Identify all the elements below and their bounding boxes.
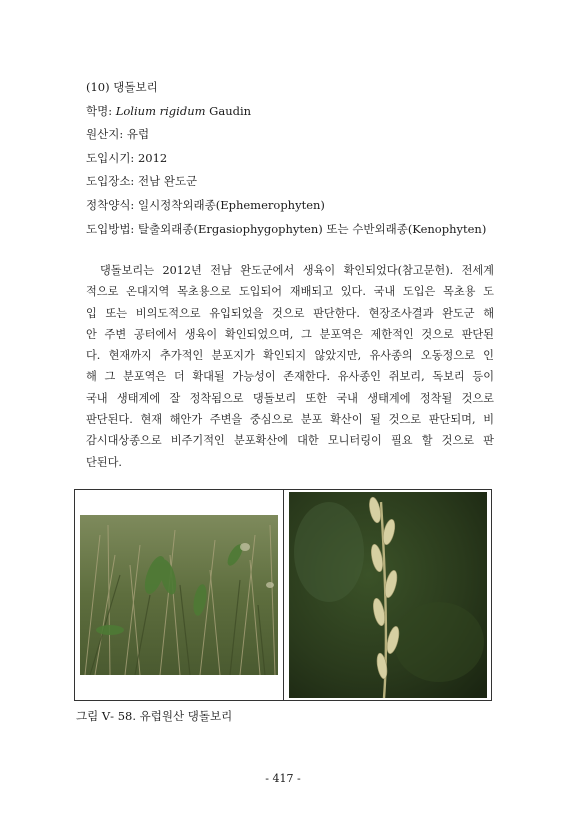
introduction-period: 도입시기: 2012 (86, 150, 168, 165)
settlement-type: 정착양식: 일시정착외래종(Ephemerophyten) (86, 197, 325, 212)
scientific-name: 학명: Lolium rigidum Gaudin (86, 103, 252, 118)
lolium-spike-photo (289, 492, 487, 698)
paragraph-line: 안 주변 공터에서 생육이 확인되었으며, 그 분포역은 제한적인 것으로 판단된 (86, 327, 494, 341)
paragraph-line: 감시대상종으로 비주기적인 분포확산에 대한 모니터링이 필요 할 것으로 판 (86, 434, 494, 448)
figure-divider (283, 490, 284, 700)
introduction-method: 도입방법: 탈출외래종(Ergasiophygophyten) 또는 수반외래종(Kenophyten) (86, 221, 487, 236)
paragraph-line: 단된다. (86, 455, 122, 469)
figure-frame (74, 489, 492, 701)
paragraph-line: 다. 현재까지 추가적인 분포지가 확인되지 않았지만, 유사종의 오동정으로 인 (86, 349, 494, 363)
paragraph-line: 판단된다. 현재 해안가 주변을 중심으로 분포 확산이 될 것으로 판단되며, 비 (86, 413, 494, 427)
species-info (86, 76, 486, 241)
species-title: (10) 댕돌보리 (86, 80, 158, 94)
grass-habitat-photo (80, 515, 278, 675)
figure-caption: 그림 Ⅴ- 58. 유럽원산 댕돌보리 (76, 709, 233, 723)
scientific-name-binomial: Lolium rigidum (115, 103, 206, 118)
introduction-place: 도입장소: 전남 완도군 (86, 174, 198, 189)
origin: 원산지: 유럽 (86, 127, 150, 142)
paragraph-line: 댕돌보리는 2012년 전남 완도군에서 생육이 확인되었다(참고문헌). 전세계 (100, 264, 494, 277)
description-paragraph (86, 260, 494, 473)
paragraph-line: 입 또는 비의도적으로 유입되었을 것으로 판단한다. 현장조사결과 완도군 해 (86, 306, 494, 320)
paragraph-line: 국내 생태계에 잘 정착됨으로 댕돌보리 또한 국내 생태계에 정착될 것으로 (86, 391, 494, 405)
paragraph-line: 해 그 분포역은 더 확대될 가능성이 존재한다. 유사종인 쥐보리, 독보리 등이 (86, 370, 494, 384)
page-number: - 417 - (265, 772, 301, 785)
paragraph-line: 적으로 온대지역 목초용으로 도입되어 재배되고 있다. 국내 도입은 목초용 도 (86, 285, 494, 299)
